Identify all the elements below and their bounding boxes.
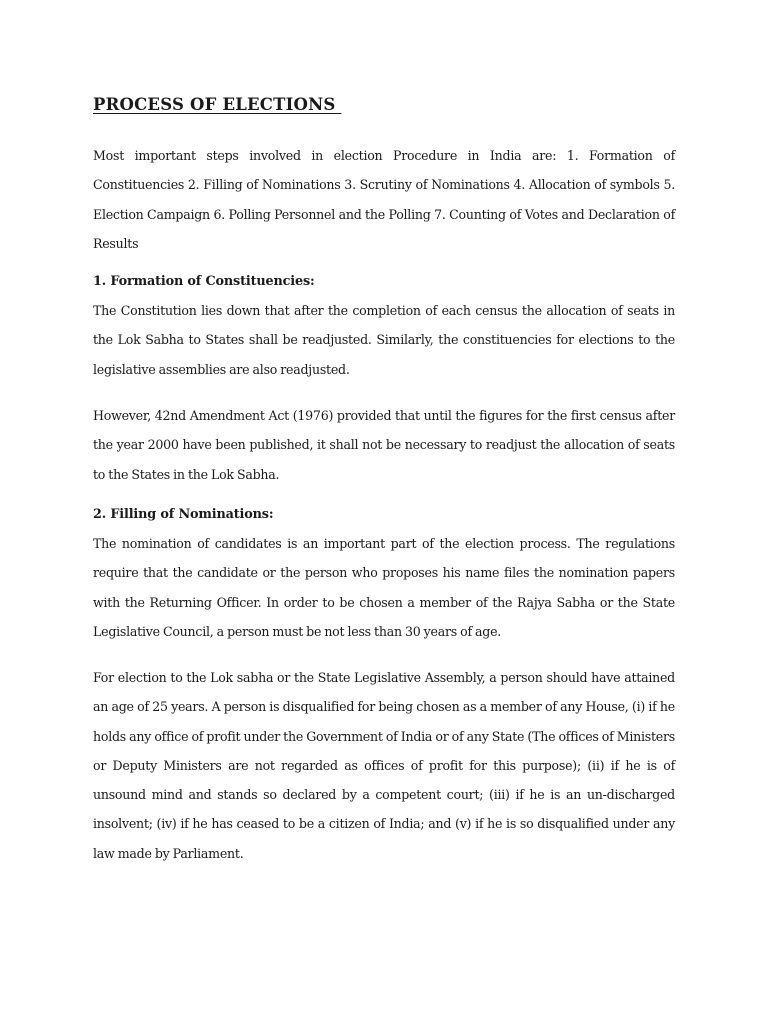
section-1-paragraph-2: However, 42nd Amendment Act (1976) provided that until the figures for the first census after the year 2000 have been published, it shall not be necessary to readjust the allocation of seats to the States in the Lok Sabha. xyxy=(93,408,675,482)
section-formation-of-constituencies xyxy=(93,272,675,292)
intro-paragraph: Most important steps involved in election Procedure in India are: 1. Formation of Constituencies 2. Filling of Nominations 3. Scrutiny of Nominations 4. Allocation of symbols 5. Election Campaign 6. Polling Personnel and the Polling 7. Counting of Votes and Declaration of Results xyxy=(93,148,675,251)
section-heading: 1. Formation of Constituencies: xyxy=(93,274,315,289)
section-filling-of-nominations xyxy=(93,505,675,525)
section-2-paragraph-2: For election to the Lok sabha or the State Legislative Assembly, a person should have attained an age of 25 years. A person is disqualified for being chosen as a member of any House, (i) if he holds any office of profit under the Government of India or of any State (The offices of Ministers or Deputy Ministers are not regarded as offices of profit for this purpose); (ii) if he is of unsound mind and stands so declared by a competent court; (iii) if he is an un-discharged insolvent; (iv) if he has ceased to be a citizen of India; and (v) if he is so disqualified under any law made by Parliament. xyxy=(93,670,675,861)
document-title: PROCESS OF ELECTIONS xyxy=(93,95,342,114)
section-2-paragraph-1: The nomination of candidates is an important part of the election process. The regulations require that the candidate or the person who proposes his name files the nomination papers with the Returning Officer. In order to be chosen a member of the Rajya Sabha or the State Legislative Council, a person must be not less than 30 years of age. xyxy=(93,536,675,639)
section-heading: 2. Filling of Nominations: xyxy=(93,507,274,522)
section-1-paragraph-1: The Constitution lies down that after the completion of each census the allocation of seats in the Lok Sabha to States shall be readjusted. Similarly, the constituencies for elections to the legislative assemblies are also readjusted. xyxy=(93,303,675,377)
